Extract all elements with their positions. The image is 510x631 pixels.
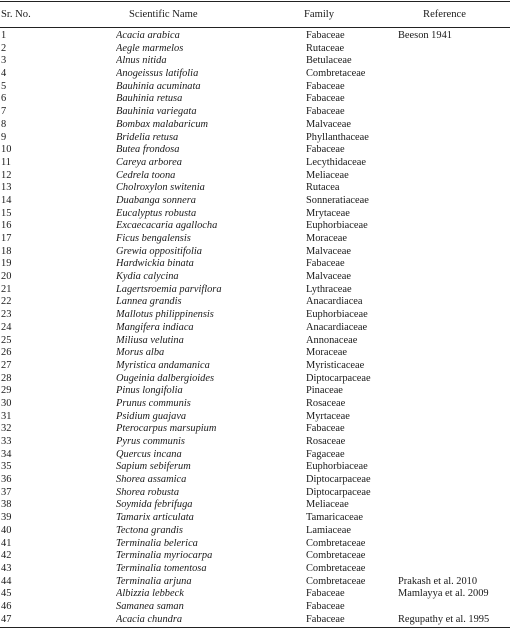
scientific-name-cell: Acacia chundra xyxy=(116,613,183,625)
table-row xyxy=(0,93,510,106)
reference-cell xyxy=(398,284,510,297)
sr-no-cell: 16 xyxy=(1,220,12,232)
header-sr-no: Sr. No. xyxy=(1,9,31,20)
table-row xyxy=(0,411,510,424)
sr-no-cell: 9 xyxy=(1,131,7,143)
scientific-name-cell: Morus alba xyxy=(116,347,165,359)
scientific-name-cell: Hardwickia binata xyxy=(116,258,194,270)
table-row xyxy=(0,550,510,563)
reference-cell xyxy=(398,512,510,525)
sr-no-cell: 28 xyxy=(1,372,12,384)
table-row xyxy=(0,144,510,157)
scientific-name-cell: Pinus longifolia xyxy=(116,385,183,397)
reference-cell xyxy=(398,258,510,271)
reference-cell xyxy=(398,81,510,94)
family-cell: Myristicaceae xyxy=(306,359,365,371)
family-cell: Fabaceae xyxy=(306,80,345,92)
table-row xyxy=(0,233,510,246)
family-cell: Fabaceae xyxy=(306,600,345,612)
sr-no-cell: 5 xyxy=(1,80,7,92)
family-cell: Fabaceae xyxy=(306,588,345,600)
sr-no-cell: 30 xyxy=(1,397,12,409)
sr-no-cell: 42 xyxy=(1,550,12,562)
reference-cell xyxy=(398,157,510,170)
family-cell: Combretaceae xyxy=(306,562,366,574)
reference-cell xyxy=(398,436,510,449)
table-row xyxy=(0,271,510,284)
scientific-name-cell: Butea frondosa xyxy=(116,144,180,156)
scientific-name-cell: Prunus communis xyxy=(116,397,191,409)
sr-no-cell: 11 xyxy=(1,156,12,168)
family-cell: Mrytaceae xyxy=(306,207,350,219)
family-cell: Combretaceae xyxy=(306,575,366,587)
scientific-name-cell: Albizzia lebbeck xyxy=(116,588,184,600)
scientific-name-cell: Shorea assamica xyxy=(116,474,187,486)
reference-cell xyxy=(398,487,510,500)
family-cell: Rutaceae xyxy=(306,42,345,54)
family-cell: Moraceae xyxy=(306,233,347,244)
reference-cell xyxy=(398,182,510,195)
table-row xyxy=(0,195,510,208)
reference-cell xyxy=(398,233,510,246)
family-cell: Euphorbiaceae xyxy=(306,309,368,321)
family-cell: Lamiaceae xyxy=(306,524,351,536)
table-row xyxy=(0,538,510,551)
reference-cell xyxy=(398,563,510,576)
scientific-name-cell: Ficus bengalensis xyxy=(116,233,191,244)
family-cell: Sonneratiaceae xyxy=(306,194,369,206)
top-rule xyxy=(0,1,510,2)
sr-no-cell: 14 xyxy=(1,194,12,206)
family-cell: Betulaceae xyxy=(306,55,352,67)
family-cell: Anacardiacea xyxy=(306,296,363,308)
family-cell: Tamaricaceae xyxy=(306,512,363,524)
table-row xyxy=(0,385,510,398)
reference-cell xyxy=(398,423,510,436)
table-row xyxy=(0,449,510,462)
sr-no-cell: 35 xyxy=(1,461,12,473)
table-row xyxy=(0,576,510,589)
species-table xyxy=(0,30,510,626)
sr-no-cell: 38 xyxy=(1,499,12,511)
reference-cell: Beeson 1941 xyxy=(398,30,452,41)
sr-no-cell: 43 xyxy=(1,562,12,574)
sr-no-cell: 20 xyxy=(1,271,12,283)
reference-cell xyxy=(398,309,510,322)
sr-no-cell: 31 xyxy=(1,410,12,422)
reference-cell xyxy=(398,550,510,563)
table-row xyxy=(0,335,510,348)
table-row xyxy=(0,512,510,525)
reference-cell xyxy=(398,55,510,68)
scientific-name-cell: Bombax malabaricum xyxy=(116,118,209,130)
scientific-name-cell: Soymida febrifuga xyxy=(116,499,193,511)
table-row xyxy=(0,43,510,56)
table-row xyxy=(0,119,510,132)
sr-no-cell: 18 xyxy=(1,245,12,257)
family-cell: Diptocarpaceae xyxy=(306,474,371,486)
family-cell: Combretaceae xyxy=(306,68,366,80)
reference-cell xyxy=(398,220,510,233)
family-cell: Euphorbiaceae xyxy=(306,461,368,473)
family-cell: Diptocarpaceae xyxy=(306,372,371,384)
reference-cell xyxy=(398,525,510,538)
reference-cell xyxy=(398,246,510,259)
family-cell: Malvaceae xyxy=(306,245,351,257)
scientific-name-cell: Grewia oppositifolia xyxy=(116,245,202,257)
family-cell: Diptocarpaceae xyxy=(306,486,371,498)
family-cell: Rosaceae xyxy=(306,436,346,447)
table-row xyxy=(0,284,510,297)
reference-cell xyxy=(398,170,510,183)
sr-no-cell: 21 xyxy=(1,283,12,295)
scientific-name-cell: Tamarix articulata xyxy=(116,512,194,524)
sr-no-cell: 17 xyxy=(1,233,12,244)
sr-no-cell: 19 xyxy=(1,258,12,270)
scientific-name-cell: Anogeissus latifolia xyxy=(116,68,199,80)
family-cell: Lythraceae xyxy=(306,283,352,295)
sr-no-cell: 10 xyxy=(1,144,12,156)
sr-no-cell: 32 xyxy=(1,423,12,435)
scientific-name-cell: Miliusa velutina xyxy=(116,334,184,346)
table-row xyxy=(0,106,510,119)
family-cell: Lecythidaceae xyxy=(306,156,366,168)
family-cell: Rosaceae xyxy=(306,397,346,409)
reference-cell xyxy=(398,208,510,221)
scientific-name-cell: Pterocarpus marsupium xyxy=(116,423,217,435)
sr-no-cell: 40 xyxy=(1,524,12,536)
sr-no-cell: 6 xyxy=(1,93,7,105)
reference-cell xyxy=(398,499,510,512)
table-row xyxy=(0,81,510,94)
scientific-name-cell: Careya arborea xyxy=(116,156,182,168)
scientific-name-cell: Lannea grandis xyxy=(116,296,182,308)
sr-no-cell: 4 xyxy=(1,68,7,80)
family-cell: Phyllanthaceae xyxy=(306,131,369,143)
table-row xyxy=(0,601,510,614)
scientific-name-cell: Quercus incana xyxy=(116,448,182,460)
family-cell: Fabaceae xyxy=(306,93,345,105)
reference-cell: Prakash et al. 2010 xyxy=(398,575,478,587)
sr-no-cell: 46 xyxy=(1,600,12,612)
sr-no-cell: 37 xyxy=(1,486,12,498)
table-row xyxy=(0,132,510,145)
scientific-name-cell: Tectona grandis xyxy=(116,524,183,536)
scientific-name-cell: Terminalia myriocarpa xyxy=(116,550,213,562)
reference-cell xyxy=(398,119,510,132)
scientific-name-cell: Bauhinia retusa xyxy=(116,93,183,105)
sr-no-cell: 27 xyxy=(1,359,12,371)
reference-cell xyxy=(398,601,510,614)
sr-no-cell: 39 xyxy=(1,512,12,524)
sr-no-cell: 25 xyxy=(1,334,12,346)
sr-no-cell: 26 xyxy=(1,347,12,359)
reference-cell: Regupathy et al. 1995 xyxy=(398,613,490,625)
table-row xyxy=(0,563,510,576)
sr-no-cell: 29 xyxy=(1,385,12,397)
family-cell: Moraceae xyxy=(306,347,347,359)
reference-cell xyxy=(398,93,510,106)
family-cell: Fabaceae xyxy=(306,144,345,156)
table-row xyxy=(0,208,510,221)
sr-no-cell: 36 xyxy=(1,474,12,486)
scientific-name-cell: Terminalia arjuna xyxy=(116,575,192,587)
sr-no-cell: 12 xyxy=(1,169,12,181)
sr-no-cell: 7 xyxy=(1,106,7,118)
scientific-name-cell: Lagertsroemia parviflora xyxy=(116,283,222,295)
table-row xyxy=(0,322,510,335)
reference-cell xyxy=(398,335,510,348)
family-cell: Fagaceae xyxy=(306,448,345,460)
table-row xyxy=(0,246,510,259)
family-cell: Fabaceae xyxy=(306,258,345,270)
bottom-rule xyxy=(0,627,510,628)
family-cell: Meliaceae xyxy=(306,169,349,181)
sr-no-cell: 2 xyxy=(1,42,7,54)
scientific-name-cell: Psidium guajava xyxy=(116,410,187,422)
scientific-name-cell: Shorea robusta xyxy=(116,486,180,498)
table-row xyxy=(0,296,510,309)
sr-no-cell: 47 xyxy=(1,613,12,625)
table-row xyxy=(0,525,510,538)
table-row xyxy=(0,588,510,601)
scientific-name-cell: Aegle marmelos xyxy=(116,42,184,54)
scientific-name-cell: Alnus nitida xyxy=(116,55,167,67)
table-row xyxy=(0,347,510,360)
table-row xyxy=(0,30,510,43)
scientific-name-cell: Terminalia tomentosa xyxy=(116,562,207,574)
sr-no-cell: 3 xyxy=(1,55,7,67)
scientific-name-cell: Duabanga sonnera xyxy=(116,194,196,206)
reference-cell xyxy=(398,411,510,424)
family-cell: Fabaceae xyxy=(306,106,345,118)
family-cell: Combretaceae xyxy=(306,537,366,549)
table-row xyxy=(0,68,510,81)
scientific-name-cell: Excaecacaria agallocha xyxy=(116,220,218,232)
table-row xyxy=(0,220,510,233)
table-row xyxy=(0,373,510,386)
reference-cell xyxy=(398,360,510,373)
family-cell: Myrtaceae xyxy=(306,410,350,422)
header-family: Family xyxy=(304,9,335,20)
reference-cell xyxy=(398,474,510,487)
scientific-name-cell: Bridelia retusa xyxy=(116,131,179,143)
reference-cell xyxy=(398,538,510,551)
reference-cell xyxy=(398,106,510,119)
sr-no-cell: 23 xyxy=(1,309,12,321)
header-rule xyxy=(0,27,510,28)
table-row xyxy=(0,499,510,512)
table-row xyxy=(0,423,510,436)
scientific-name-cell: Mallotus philippinensis xyxy=(116,309,214,321)
scientific-name-cell: Bauhinia variegata xyxy=(116,106,197,118)
scientific-name-cell: Eucalyptus robusta xyxy=(116,207,197,219)
reference-cell xyxy=(398,43,510,56)
scientific-name-cell: Mangifera indiaca xyxy=(116,321,194,333)
table-row xyxy=(0,436,510,449)
sr-no-cell: 24 xyxy=(1,321,12,333)
table-row xyxy=(0,398,510,411)
scientific-name-cell: Ougeinia dalbergioides xyxy=(116,372,215,384)
table-row xyxy=(0,55,510,68)
family-cell: Combretaceae xyxy=(306,550,366,562)
table-row xyxy=(0,614,510,627)
table-row xyxy=(0,258,510,271)
table-row xyxy=(0,309,510,322)
scientific-name-cell: Bauhinia acuminata xyxy=(116,80,201,92)
reference-cell xyxy=(398,385,510,398)
scientific-name-cell: Myristica andamanica xyxy=(116,359,210,371)
reference-cell xyxy=(398,322,510,335)
scientific-name-cell: Kydia calycina xyxy=(116,271,179,283)
reference-cell: Mamlayya et al. 2009 xyxy=(398,588,489,600)
reference-cell xyxy=(398,144,510,157)
reference-cell xyxy=(398,195,510,208)
family-cell: Rutacea xyxy=(306,182,340,194)
scientific-name-cell: Terminalia belerica xyxy=(116,537,198,549)
reference-cell xyxy=(398,271,510,284)
reference-cell xyxy=(398,68,510,81)
table-row xyxy=(0,487,510,500)
reference-cell xyxy=(398,296,510,309)
sr-no-cell: 13 xyxy=(1,182,12,194)
reference-cell xyxy=(398,132,510,145)
scientific-name-cell: Samanea saman xyxy=(116,600,184,612)
family-cell: Malvaceae xyxy=(306,271,351,283)
table-row xyxy=(0,474,510,487)
family-cell: Pinaceae xyxy=(306,385,343,397)
reference-cell xyxy=(398,347,510,360)
reference-cell xyxy=(398,461,510,474)
scientific-name-cell: Cedrela toona xyxy=(116,169,176,181)
family-cell: Euphorbiaceae xyxy=(306,220,368,232)
family-cell: Fabaceae xyxy=(306,423,345,435)
header-scientific-name: Scientific Name xyxy=(129,9,198,20)
sr-no-cell: 45 xyxy=(1,588,12,600)
table-row xyxy=(0,182,510,195)
family-cell: Fabaceae xyxy=(306,30,345,41)
family-cell: Anacardiaceae xyxy=(306,321,368,333)
family-cell: Meliaceae xyxy=(306,499,349,511)
sr-no-cell: 34 xyxy=(1,448,12,460)
table-row xyxy=(0,360,510,373)
scientific-name-cell: Pyrus communis xyxy=(116,436,185,447)
family-cell: Malvaceae xyxy=(306,118,351,130)
sr-no-cell: 22 xyxy=(1,296,12,308)
sr-no-cell: 44 xyxy=(1,575,12,587)
sr-no-cell: 33 xyxy=(1,436,12,447)
scientific-name-cell: Sapium sebiferum xyxy=(116,461,191,473)
sr-no-cell: 15 xyxy=(1,207,12,219)
sr-no-cell: 41 xyxy=(1,537,12,549)
header-reference: Reference xyxy=(423,9,466,20)
reference-cell xyxy=(398,449,510,462)
reference-cell xyxy=(398,398,510,411)
sr-no-cell: 8 xyxy=(1,118,7,130)
family-cell: Annonaceae xyxy=(306,334,358,346)
table-row xyxy=(0,170,510,183)
reference-cell xyxy=(398,373,510,386)
scientific-name-cell: Acacia arabica xyxy=(116,30,180,41)
sr-no-cell: 1 xyxy=(1,30,7,41)
table-row xyxy=(0,157,510,170)
scientific-name-cell: Cholroxylon switenia xyxy=(116,182,205,194)
family-cell: Fabaceae xyxy=(306,613,345,625)
table-row xyxy=(0,461,510,474)
